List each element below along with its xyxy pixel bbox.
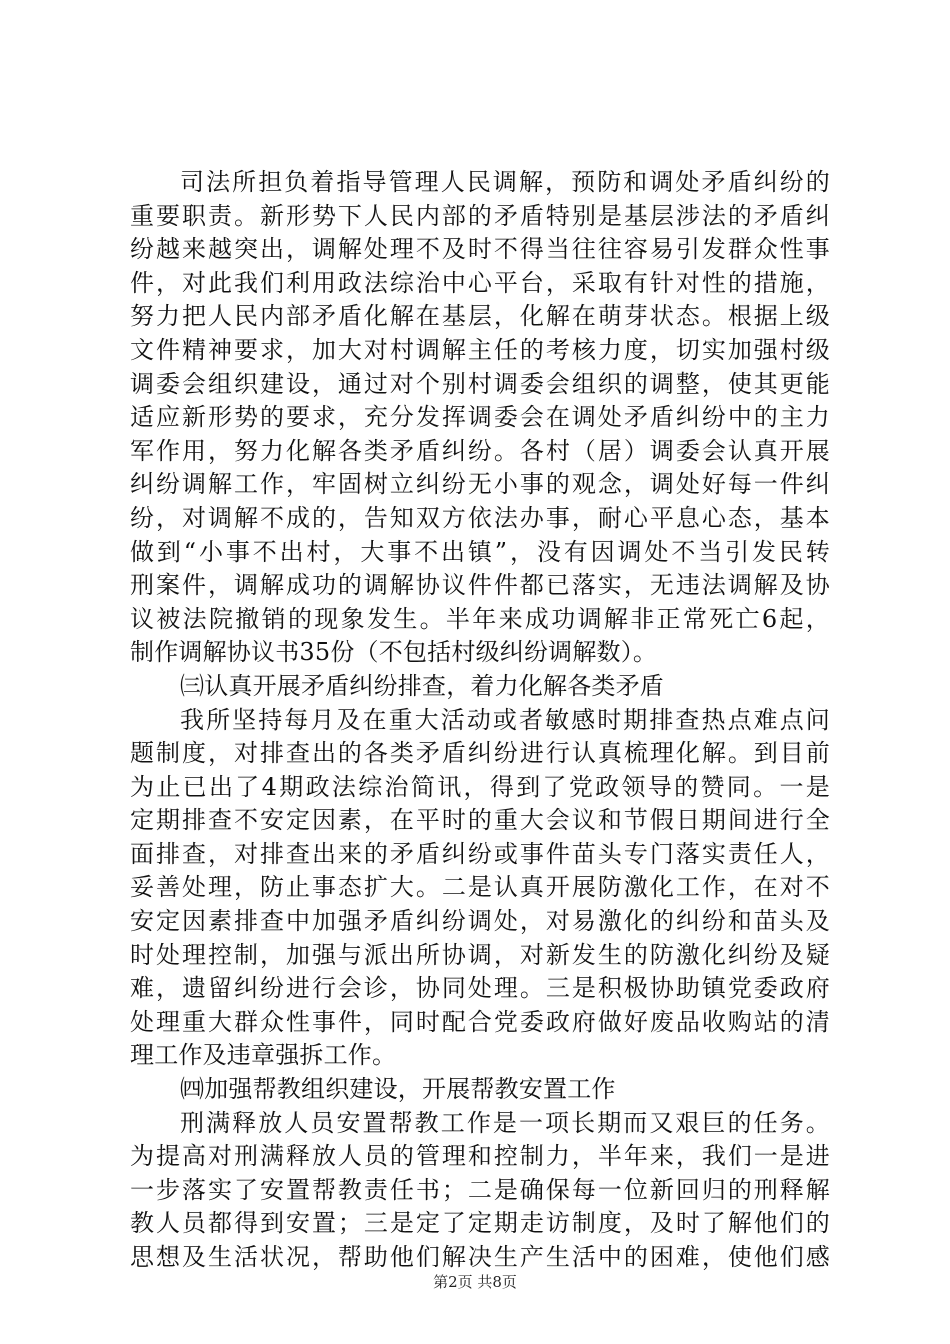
document-body bbox=[130, 166, 830, 1275]
text-line: 时处理控制，加强与派出所协调，对新发生的防激化纠纷及疑 bbox=[130, 940, 830, 969]
text-line: 题制度，对排查出的各类矛盾纠纷进行认真梳理化解。到目前 bbox=[130, 739, 830, 768]
text-line: 面排查，对排查出来的矛盾纠纷或事件苗头专门落实责任人， bbox=[130, 839, 830, 868]
text-line: 重要职责。新形势下人民内部的矛盾特别是基层涉法的矛盾纠 bbox=[130, 201, 830, 230]
text-line: 件，对此我们利用政法综治中心平台，采取有针对性的措施， bbox=[130, 268, 830, 297]
text-line: 做到“小事不出村，大事不出镇”，没有因调处不当引发民转 bbox=[130, 537, 830, 566]
text-line: 纷越来越突出，调解处理不及时不得当往往容易引发群众性事 bbox=[130, 235, 830, 264]
text-line: 刑案件，调解成功的调解协议件件都已落实，无违法调解及协 bbox=[130, 571, 830, 600]
page-footer: 第2页 共8页 bbox=[433, 1273, 517, 1291]
text-line: 为止已出了4期政法综治简讯，得到了党政领导的赞同。一是 bbox=[130, 772, 830, 801]
text-line: 军作用，努力化解各类矛盾纠纷。各村（居）调委会认真开展 bbox=[130, 436, 830, 465]
text-line: ㈢认真开展矛盾纠纷排查，着力化解各类矛盾 bbox=[180, 671, 664, 700]
text-line: 适应新形势的要求，充分发挥调委会在调处矛盾纠纷中的主力 bbox=[130, 403, 830, 432]
text-line: 纠纷调解工作，牢固树立纠纷无小事的观念，调处好每一件纠 bbox=[130, 470, 830, 499]
text-line: 思想及生活状况，帮助他们解决生产生活中的困难，使他们感 bbox=[130, 1243, 830, 1271]
text-line: 调委会组织建设，通过对个别村调委会组织的调整，使其更能 bbox=[130, 369, 830, 398]
text-line: 我所坚持每月及在重大活动或者敏感时期排查热点难点问 bbox=[180, 705, 830, 734]
text-line: 努力把人民内部矛盾化解在基层，化解在萌芽状态。根据上级 bbox=[130, 302, 830, 331]
text-line: 理工作及违章强拆工作。 bbox=[130, 1041, 397, 1070]
text-line: ㈣加强帮教组织建设，开展帮教安置工作 bbox=[180, 1075, 616, 1104]
text-line: 定期排查不安定因素，在平时的重大会议和节假日期间进行全 bbox=[130, 806, 830, 835]
text-line: 妥善处理，防止事态扩大。二是认真开展防激化工作，在对不 bbox=[130, 873, 830, 902]
text-line: 一步落实了安置帮教责任书；二是确保每一位新回归的刑释解 bbox=[130, 1175, 830, 1204]
text-line: 处理重大群众性事件，同时配合党委政府做好废品收购站的清 bbox=[130, 1007, 830, 1036]
text-line: 安定因素排查中加强矛盾纠纷调处，对易激化的纠纷和苗头及 bbox=[130, 907, 830, 936]
text-line: 为提高对刑满释放人员的管理和控制力，半年来，我们一是进 bbox=[130, 1142, 830, 1171]
text-line: 教人员都得到安置；三是定了定期走访制度，及时了解他们的 bbox=[130, 1209, 830, 1238]
text-line: 制作调解协议书35份（不包括村级纠纷调解数）。 bbox=[130, 638, 658, 667]
text-line: 纷，对调解不成的，告知双方依法办事，耐心平息心态，基本 bbox=[130, 503, 830, 532]
text-line: 刑满释放人员安置帮教工作是一项长期而又艰巨的任务。 bbox=[180, 1108, 830, 1137]
text-line: 议被法院撤销的现象发生。半年来成功调解非正常死亡6起， bbox=[130, 604, 830, 633]
text-line: 司法所担负着指导管理人民调解，预防和调处矛盾纠纷的 bbox=[180, 168, 830, 196]
text-line: 难，遗留纠纷进行会诊，协同处理。三是积极协助镇党委政府 bbox=[130, 974, 830, 1003]
text-line: 文件精神要求，加大对村调解主任的考核力度，切实加强村级 bbox=[130, 335, 830, 364]
